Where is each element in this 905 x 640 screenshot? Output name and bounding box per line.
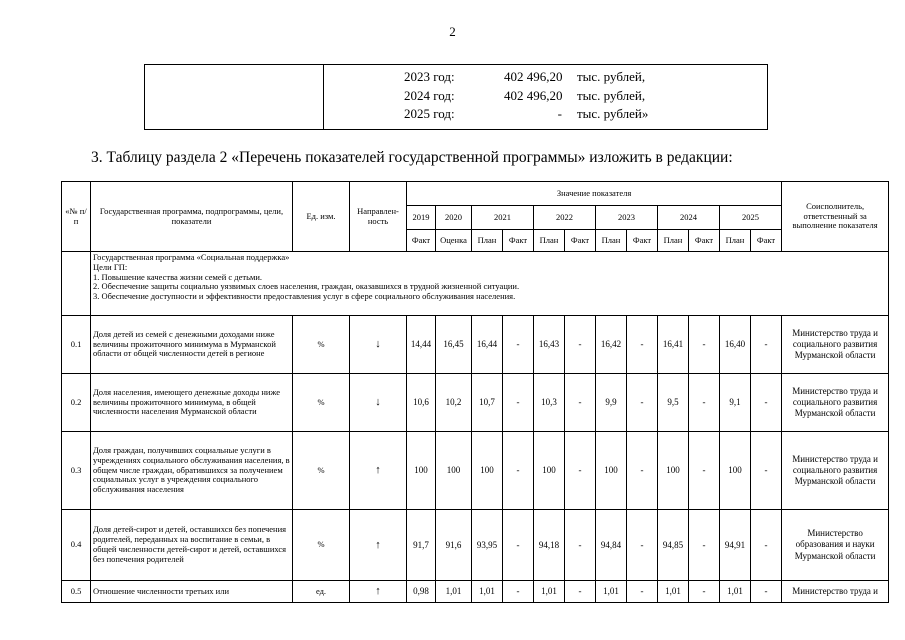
direction-arrow: ↑ xyxy=(350,510,407,581)
section-heading: 3. Таблицу раздела 2 «Перечень показателей государственной программы» изложить в редакции: xyxy=(91,149,733,166)
name-header: Государственная программа, подпрограммы, цели, показатели xyxy=(91,182,293,252)
subheader: План xyxy=(534,230,565,252)
financing-unit: тыс. рублей, xyxy=(577,69,646,84)
row-number: 0.4 xyxy=(62,510,91,581)
financing-amount: 402 496,20 xyxy=(504,69,563,84)
value-cell: - xyxy=(503,432,534,510)
indicator-name: Доля детей из семей с денежными доходами ниже величины прожиточного минимума в Мурманской области от общей численности детей в регионе xyxy=(91,316,293,374)
value-cell: 1,01 xyxy=(658,581,689,603)
unit-cell: ед. xyxy=(293,581,350,603)
financing-row xyxy=(404,88,764,106)
coexecutor-cell: Министерство труда и xyxy=(782,581,889,603)
subheader: Факт xyxy=(503,230,534,252)
value-cell: 100 xyxy=(658,432,689,510)
indicator-name: Доля детей-сирот и детей, оставшихся без попечения родителей, переданных на воспитание в семьи, в общей численности детей-сирот и детей, оставшихся без попечения родителей xyxy=(91,510,293,581)
year-header: 2021 xyxy=(472,206,534,230)
goal-item: 2. Обеспечение защиты социально уязвимых слоев населения, граждан, оказавшихся в трудной жизненной ситуации. xyxy=(93,281,520,292)
value-cell: - xyxy=(565,316,596,374)
value-cell: - xyxy=(503,316,534,374)
value-cell: - xyxy=(627,510,658,581)
num-header: «№ п/п xyxy=(62,182,91,252)
value-cell: 91,6 xyxy=(436,510,472,581)
value-cell: 94,91 xyxy=(720,510,751,581)
subheader: Оценка xyxy=(436,230,472,252)
row-number: 0.1 xyxy=(62,316,91,374)
value-cell: 1,01 xyxy=(720,581,751,603)
header-row xyxy=(62,182,889,206)
value-cell: 100 xyxy=(720,432,751,510)
indicator-row xyxy=(62,432,889,510)
indicator-row xyxy=(62,510,889,581)
value-cell: 1,01 xyxy=(596,581,627,603)
value-cell: - xyxy=(689,374,720,432)
financing-amount: - xyxy=(557,106,562,121)
value-cell: - xyxy=(751,432,782,510)
indicators-table xyxy=(61,181,889,603)
row-number: 0.2 xyxy=(62,374,91,432)
value-cell: 1,01 xyxy=(436,581,472,603)
indicator-row xyxy=(62,316,889,374)
value-cell: - xyxy=(627,581,658,603)
value-cell: - xyxy=(751,316,782,374)
subheader: Факт xyxy=(751,230,782,252)
value-cell: 9,5 xyxy=(658,374,689,432)
unit-header: Ед. изм. xyxy=(293,182,350,252)
financing-year: 2025 год: xyxy=(404,106,455,121)
unit-cell: % xyxy=(293,432,350,510)
financing-box xyxy=(144,64,768,130)
indicator-name: Доля населения, имеющего денежные доходы ниже величины прожиточного минимума, в общей численности населения Мурманской области xyxy=(91,374,293,432)
value-cell: - xyxy=(503,374,534,432)
value-cell: 0,98 xyxy=(407,581,436,603)
indicator-name: Отношение численности третьих или xyxy=(91,581,293,603)
value-cell: 100 xyxy=(534,432,565,510)
subheader: Факт xyxy=(407,230,436,252)
direction-arrow: ↓ xyxy=(350,374,407,432)
direction-arrow: ↓ xyxy=(350,316,407,374)
coexecutor-cell: Министерство труда и социального развития Мурманской области xyxy=(782,374,889,432)
goals-label: Цели ГП: xyxy=(93,261,128,272)
value-cell: 91,7 xyxy=(407,510,436,581)
value-header: Значение показателя xyxy=(407,182,782,206)
value-cell: - xyxy=(565,581,596,603)
subheader: Факт xyxy=(565,230,596,252)
indicator-row xyxy=(62,581,889,603)
coexecutor-cell: Министерство труда и социального развития Мурманской области xyxy=(782,316,889,374)
year-header: 2023 xyxy=(596,206,658,230)
unit-cell: % xyxy=(293,374,350,432)
value-cell: 10,2 xyxy=(436,374,472,432)
financing-unit: тыс. рублей» xyxy=(577,106,649,121)
financing-row xyxy=(404,69,764,87)
value-cell: - xyxy=(689,581,720,603)
value-cell: 94,18 xyxy=(534,510,565,581)
value-cell: 9,1 xyxy=(720,374,751,432)
subheader: План xyxy=(472,230,503,252)
year-header: 2022 xyxy=(534,206,596,230)
value-cell: 10,3 xyxy=(534,374,565,432)
subheader: Факт xyxy=(689,230,720,252)
value-cell: 16,41 xyxy=(658,316,689,374)
row-number: 0.5 xyxy=(62,581,91,603)
year-header: 2020 xyxy=(436,206,472,230)
value-cell: - xyxy=(689,510,720,581)
value-cell: 94,84 xyxy=(596,510,627,581)
value-cell: 100 xyxy=(407,432,436,510)
program-num-cell xyxy=(62,252,91,316)
coexecutor-cell: Министерство образования и науки Мурманской области xyxy=(782,510,889,581)
year-header: 2019 xyxy=(407,206,436,230)
financing-divider xyxy=(323,65,324,129)
value-cell: 100 xyxy=(596,432,627,510)
unit-cell: % xyxy=(293,510,350,581)
value-cell: 93,95 xyxy=(472,510,503,581)
unit-cell: % xyxy=(293,316,350,374)
value-cell: - xyxy=(751,374,782,432)
year-header: 2025 xyxy=(720,206,782,230)
value-cell: 16,44 xyxy=(472,316,503,374)
direction-arrow: ↑ xyxy=(350,432,407,510)
value-cell: 10,7 xyxy=(472,374,503,432)
program-row xyxy=(62,252,889,316)
subheader: План xyxy=(720,230,751,252)
financing-row xyxy=(404,106,764,124)
value-cell: 100 xyxy=(436,432,472,510)
value-cell: - xyxy=(565,510,596,581)
value-cell: 1,01 xyxy=(534,581,565,603)
financing-year: 2024 год: xyxy=(404,88,455,103)
coexecutor-cell: Министерство труда и социального развития Мурманской области xyxy=(782,432,889,510)
direction-arrow: ↑ xyxy=(350,581,407,603)
value-cell: - xyxy=(565,432,596,510)
value-cell: - xyxy=(751,581,782,603)
value-cell: 9,9 xyxy=(596,374,627,432)
goal-item: 3. Обеспечение доступности и эффективности предоставления услуг в сфере социального обслуживания населения. xyxy=(93,291,516,302)
value-cell: 10,6 xyxy=(407,374,436,432)
value-cell: - xyxy=(503,510,534,581)
value-cell: 14,44 xyxy=(407,316,436,374)
subheader: План xyxy=(658,230,689,252)
value-cell: 94,85 xyxy=(658,510,689,581)
value-cell: 16,45 xyxy=(436,316,472,374)
value-cell: - xyxy=(689,316,720,374)
direction-header: Направлен-ность xyxy=(350,182,407,252)
financing-year: 2023 год: xyxy=(404,69,455,84)
value-cell: - xyxy=(627,432,658,510)
value-cell: 16,43 xyxy=(534,316,565,374)
value-cell: - xyxy=(751,510,782,581)
value-cell: 16,42 xyxy=(596,316,627,374)
page-number: 2 xyxy=(449,24,456,39)
financing-unit: тыс. рублей, xyxy=(577,88,646,103)
subheader: План xyxy=(596,230,627,252)
coexec-header: Соисполнитель, ответственный за выполнение показателя xyxy=(782,182,889,252)
value-cell: - xyxy=(565,374,596,432)
value-cell: 1,01 xyxy=(472,581,503,603)
value-cell: 16,40 xyxy=(720,316,751,374)
indicator-name: Доля граждан, получивших социальные услуги в учреждениях социального обслуживания населения, в общем числе граждан, обратившихся за получением социальных услуг в учреждения социального обслуживания населения xyxy=(91,432,293,510)
value-cell: - xyxy=(627,374,658,432)
value-cell: - xyxy=(503,581,534,603)
program-title: Государственная программа «Социальная поддержка» xyxy=(93,252,290,262)
financing-amount: 402 496,20 xyxy=(504,88,563,103)
program-cell xyxy=(91,252,889,316)
value-cell: - xyxy=(689,432,720,510)
goal-item: 1. Повышение качества жизни семей с детьми. xyxy=(93,271,263,282)
value-cell: - xyxy=(627,316,658,374)
subheader: Факт xyxy=(627,230,658,252)
indicator-row xyxy=(62,374,889,432)
year-header: 2024 xyxy=(658,206,720,230)
row-number: 0.3 xyxy=(62,432,91,510)
value-cell: 100 xyxy=(472,432,503,510)
